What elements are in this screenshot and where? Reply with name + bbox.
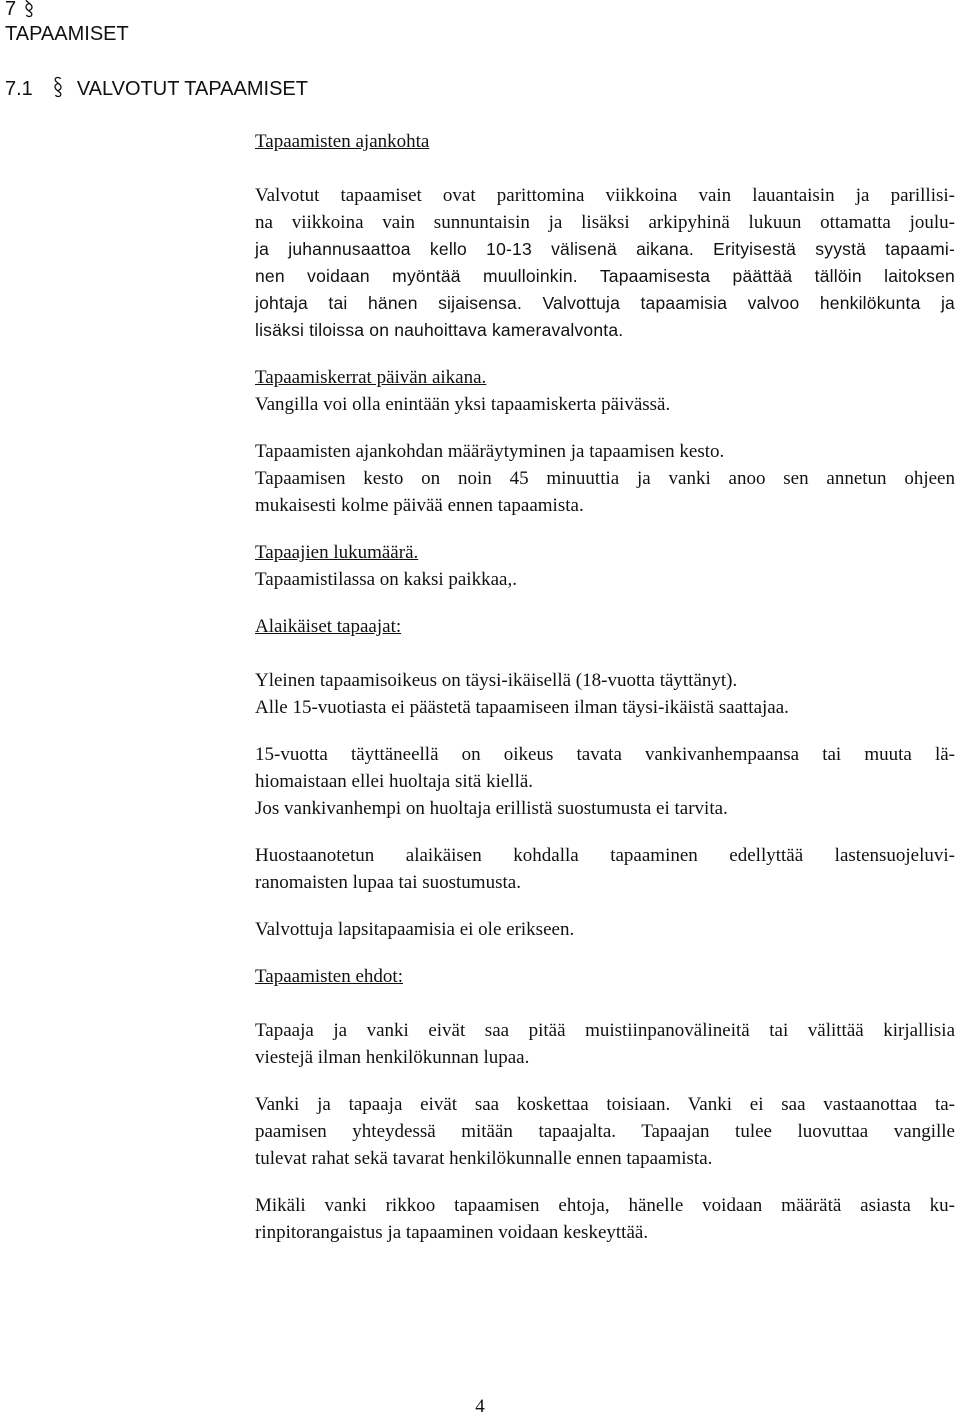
paragraph-ehdot-2 [255,1091,955,1172]
paragraph-line: Mikäli vanki rikkoo tapaamisen ehtoja, hänelle voidaan määrätä asiasta ku- [255,1195,955,1216]
paragraph-line: Alle 15-vuotiasta ei päästetä tapaamiseen ilman täysi-ikäistä saattajaa. [255,697,789,718]
paragraph-line: johtaja tai hänen sijaisensa. Valvottuja tapaamisia valvoo henkilökunta ja [255,293,955,313]
paragraph-line: Huostaanotetun alaikäisen kohdalla tapaaminen edellyttää lastensuojeluvi- [255,845,955,866]
section-sign-icon [24,0,34,18]
paragraph-line: ranomaisten lupaa tai suostumusta. [255,872,521,893]
document-body [255,128,955,1246]
paragraph-line: paamisen yhteydessä mitään tapaajalta. Tapaajan tulee luovuttaa vangille [255,1121,955,1142]
paragraph-kesto [255,465,955,519]
subheading-kesto: Tapaamisten ajankohdan määräytyminen ja tapaamisen kesto. [255,441,725,462]
subheading-lukumaara: Tapaajien lukumäärä. [255,542,419,563]
paragraph-line: mukaisesti kolme päivää ennen tapaamista. [255,495,584,516]
paragraph-ajankohta [255,182,955,344]
paragraph-line: nen voidaan myöntää muulloinkin. Tapaamisesta päättää tällöin laitoksen [255,266,955,286]
paragraph-line: 15-vuotta täyttäneellä on oikeus tavata vankivanhempaansa tai muuta lä- [255,744,955,765]
chapter-title: TAPAAMISET [5,23,129,45]
chapter-heading [5,0,129,47]
section-sign-icon [53,76,63,98]
subheading-kerrat: Tapaamiskerrat päivän aikana. [255,367,487,388]
paragraph-line: Jos vankivanhempi on huoltaja erillistä suostumusta ei tarvita. [255,798,728,819]
paragraph-line: rinpitorangaistus ja tapaaminen voidaan keskeyttää. [255,1222,649,1243]
paragraph-line: Yleinen tapaamisoikeus on täysi-ikäisellä (18-vuotta täyttänyt). [255,670,738,691]
paragraph-ehdot-3 [255,1192,955,1246]
subheading-ehdot: Tapaamisten ehdot: [255,966,403,987]
paragraph-line: Tapaaja ja vanki eivät saa pitää muistiinpanovälineitä tai välittää kirjallisia [255,1020,955,1041]
section-heading [5,76,308,102]
chapter-number: 7 [5,0,17,20]
paragraph-line: tulevat rahat sekä tavarat henkilökunnalle ennen tapaamista. [255,1148,713,1169]
paragraph-kerrat: Vangilla voi olla enintään yksi tapaamiskerta päivässä. [255,394,671,415]
paragraph-line: Vanki ja tapaaja eivät saa koskettaa toisiaan. Vanki ei saa vastaanottaa ta- [255,1094,955,1115]
paragraph-lukumaara: Tapaamistilassa on kaksi paikkaa,. [255,569,517,590]
section-title: VALVOTUT TAPAAMISET [76,78,308,100]
paragraph-line: Tapaamisen kesto on noin 45 minuuttia ja vanki anoo sen annetun ohjeen [255,468,955,489]
paragraph-ehdot-1 [255,1017,955,1071]
paragraph-oikeus [255,667,955,721]
paragraph-lapsitapaamiset: Valvottuja lapsitapaamisia ei ole erikseen. [255,919,575,940]
paragraph-line: na viikkoina vain sunnuntaisin ja lisäksi arkipyhinä lukuun ottamatta joulu- [255,212,955,233]
paragraph-15-vuotta [255,741,955,822]
paragraph-line: Valvotut tapaamiset ovat parittomina viikkoina vain lauantaisin ja parillisi- [255,185,955,206]
paragraph-line: viestejä ilman henkilökunnan lupaa. [255,1047,530,1068]
subheading-alaikaiset: Alaikäiset tapaajat: [255,616,402,637]
paragraph-line: ja juhannusaattoa kello 10-13 välisenä aikana. Erityisestä syystä tapaami- [255,239,955,259]
paragraph-line: lisäksi tiloissa on nauhoittava kameravalvonta. [255,320,624,340]
section-number: 7.1 [5,78,33,100]
page-number: 4 [475,1396,485,1417]
paragraph-line: hiomaistaan ellei huoltaja sitä kiellä. [255,771,534,792]
paragraph-huostaanotetun [255,842,955,896]
subheading-ajankohta: Tapaamisten ajankohta [255,131,430,152]
